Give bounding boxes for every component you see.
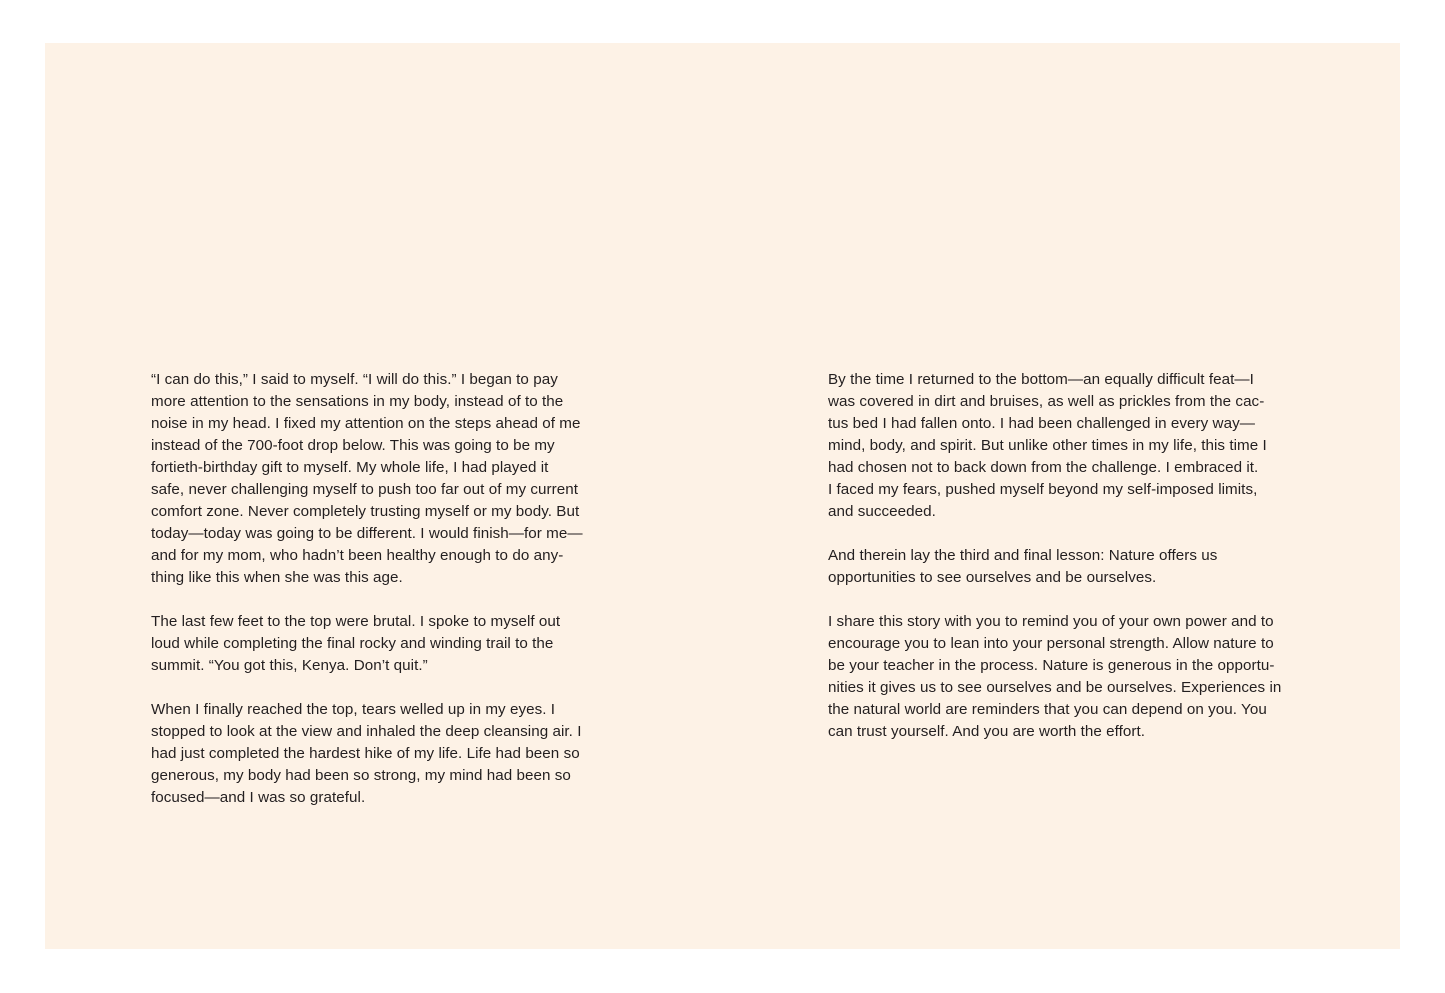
text-line: comfort zone. Never completely trusting myself or my body. But: [151, 503, 580, 520]
text-line: was covered in dirt and bruises, as well as prickles from the cac-: [828, 393, 1265, 410]
left-page-text: [151, 369, 621, 831]
text-line: The last few feet to the top were brutal. I spoke to myself out: [151, 613, 561, 630]
text-line: and for my mom, who hadn’t been healthy enough to do any-: [151, 547, 564, 564]
text-line: loud while completing the final rocky and winding trail to the: [151, 635, 554, 652]
text-line: focused—and I was so grateful.: [151, 789, 366, 806]
text-line: By the time I returned to the bottom—an equally difficult feat—I: [828, 371, 1254, 388]
text-line: thing like this when she was this age.: [151, 569, 403, 586]
text-line: had chosen not to back down from the challenge. I embraced it.: [828, 459, 1259, 476]
text-line: “I can do this,” I said to myself. “I will do this.” I began to pay: [151, 371, 558, 388]
text-line: tus bed I had fallen onto. I had been challenged in every way—: [828, 415, 1255, 432]
text-line: fortieth-birthday gift to myself. My whole life, I had played it: [151, 459, 549, 476]
text-line: mind, body, and spirit. But unlike other times in my life, this time I: [828, 437, 1267, 454]
right-page-text: [828, 369, 1298, 765]
paragraph: [828, 369, 1298, 523]
text-line: and succeeded.: [828, 503, 936, 520]
text-line: can trust yourself. And you are worth the effort.: [828, 723, 1146, 740]
paragraph: [828, 611, 1298, 743]
text-line: opportunities to see ourselves and be ourselves.: [828, 569, 1157, 586]
text-line: noise in my head. I fixed my attention on the steps ahead of me: [151, 415, 581, 432]
text-line: When I finally reached the top, tears welled up in my eyes. I: [151, 701, 556, 718]
paragraph: [828, 545, 1298, 589]
text-line: And therein lay the third and final lesson: Nature offers us: [828, 547, 1218, 564]
text-line: generous, my body had been so strong, my mind had been so: [151, 767, 571, 784]
text-line: today—today was going to be different. I would finish—for me—: [151, 525, 583, 542]
text-line: had just completed the hardest hike of my life. Life had been so: [151, 745, 580, 762]
text-line: the natural world are reminders that you can depend on you. You: [828, 701, 1267, 718]
text-line: more attention to the sensations in my body, instead of to the: [151, 393, 564, 410]
paragraph: [151, 699, 621, 809]
text-line: stopped to look at the view and inhaled the deep cleansing air. I: [151, 723, 582, 740]
text-line: nities it gives us to see ourselves and be ourselves. Experiences in: [828, 679, 1282, 696]
text-line: I faced my fears, pushed myself beyond my self-imposed limits,: [828, 481, 1258, 498]
text-line: instead of the 700-foot drop below. This was going to be my: [151, 437, 555, 454]
text-line: I share this story with you to remind you of your own power and to: [828, 613, 1274, 630]
paragraph: [151, 369, 621, 589]
text-line: be your teacher in the process. Nature is generous in the opportu-: [828, 657, 1275, 674]
text-line: safe, never challenging myself to push too far out of my current: [151, 481, 578, 498]
paragraph: [151, 611, 621, 677]
text-line: summit. “You got this, Kenya. Don’t quit.”: [151, 657, 428, 674]
text-line: encourage you to lean into your personal strength. Allow nature to: [828, 635, 1274, 652]
book-spread: [45, 43, 1400, 949]
